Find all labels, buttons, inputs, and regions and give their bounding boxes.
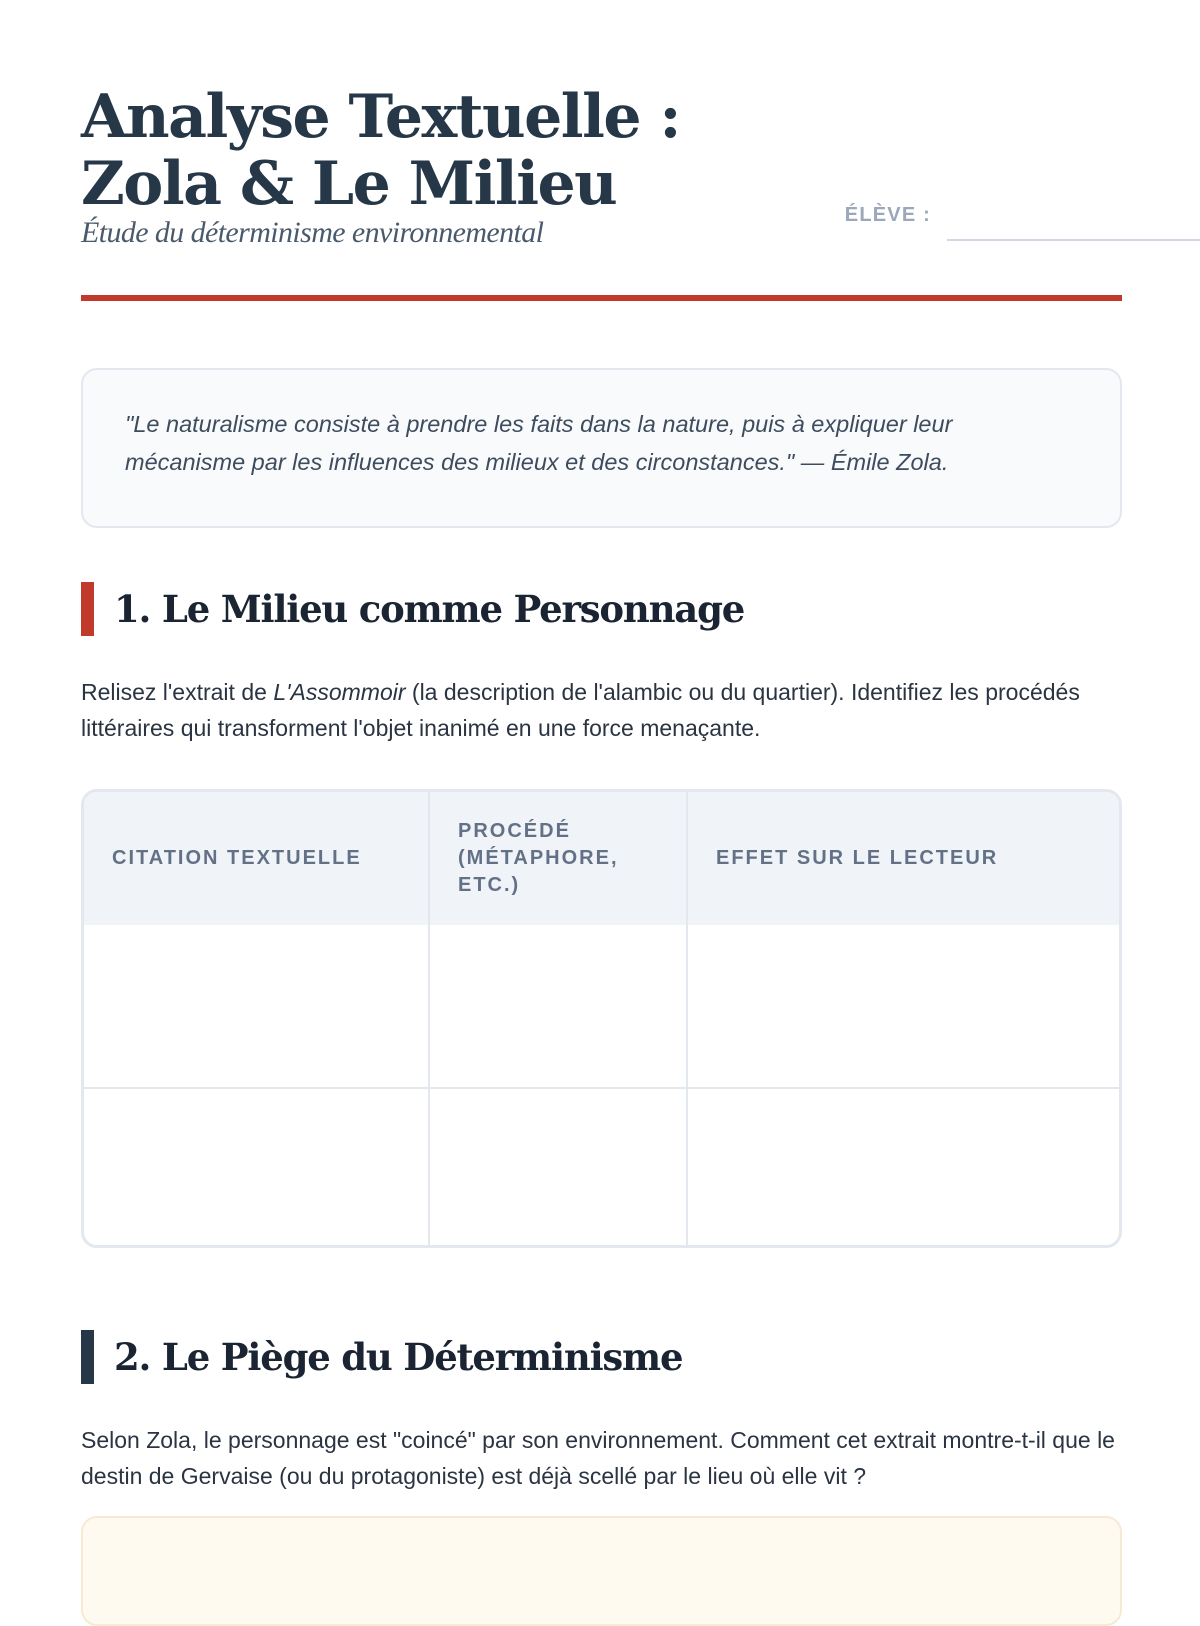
analysis-table bbox=[81, 789, 1122, 1248]
book-title: L'Assommoir bbox=[273, 679, 406, 705]
student-name-label: ÉLÈVE : bbox=[844, 204, 931, 226]
zola-quote: "Le naturalisme consiste à prendre les faits dans la nature, puis à expliquer leur mécanisme par les influences des milieux et des circonstances." — Émile Zola. bbox=[81, 368, 1122, 528]
column-header-effet: EFFET SUR LE LECTEUR bbox=[687, 792, 1119, 925]
instructions-text-end: (la description de l'alambic ou du quartier). Identifiez les procédés littéraires qui transforment l'objet inanimé en une force menaçante. bbox=[81, 679, 1080, 741]
citation-cell[interactable] bbox=[84, 1088, 429, 1248]
procede-cell[interactable] bbox=[429, 1088, 687, 1248]
section-2-heading bbox=[81, 1330, 682, 1384]
column-header-citation: CITATION TEXTUELLE bbox=[84, 792, 429, 925]
column-header-procede: PROCÉDÉ (MÉTAPHORE, ETC.) bbox=[429, 792, 687, 925]
page-title: Analyse Textuelle : Zola & Le Milieu bbox=[81, 82, 681, 219]
citation-cell[interactable] bbox=[84, 925, 429, 1088]
effet-cell[interactable] bbox=[687, 925, 1119, 1088]
section-1-title: 1. Le Milieu comme Personnage bbox=[114, 587, 745, 631]
table-row bbox=[84, 1088, 1119, 1248]
answer-area[interactable] bbox=[81, 1516, 1122, 1626]
student-name-line[interactable] bbox=[947, 239, 1200, 241]
header-divider bbox=[81, 295, 1122, 301]
page-subtitle: Étude du déterminisme environnemental bbox=[81, 216, 544, 249]
section-1-accent-bar bbox=[81, 582, 94, 636]
section-1-heading bbox=[81, 582, 744, 636]
table-row bbox=[84, 925, 1119, 1088]
effet-cell[interactable] bbox=[687, 1088, 1119, 1248]
instructions-text-start: Relisez l'extrait de bbox=[81, 679, 274, 705]
procede-cell[interactable] bbox=[429, 925, 687, 1088]
section-2-accent-bar bbox=[81, 1330, 94, 1384]
section-2-instructions: Selon Zola, le personnage est "coincé" par son environnement. Comment cet extrait montre-t-il que le destin de Gervaise (ou du protagoniste) est déjà scellé par le lieu où elle vit ? bbox=[81, 1427, 1115, 1489]
section-1-instructions bbox=[81, 674, 1126, 746]
section-2-title: 2. Le Piège du Déterminisme bbox=[114, 1335, 683, 1379]
worksheet-header bbox=[81, 0, 1119, 302]
